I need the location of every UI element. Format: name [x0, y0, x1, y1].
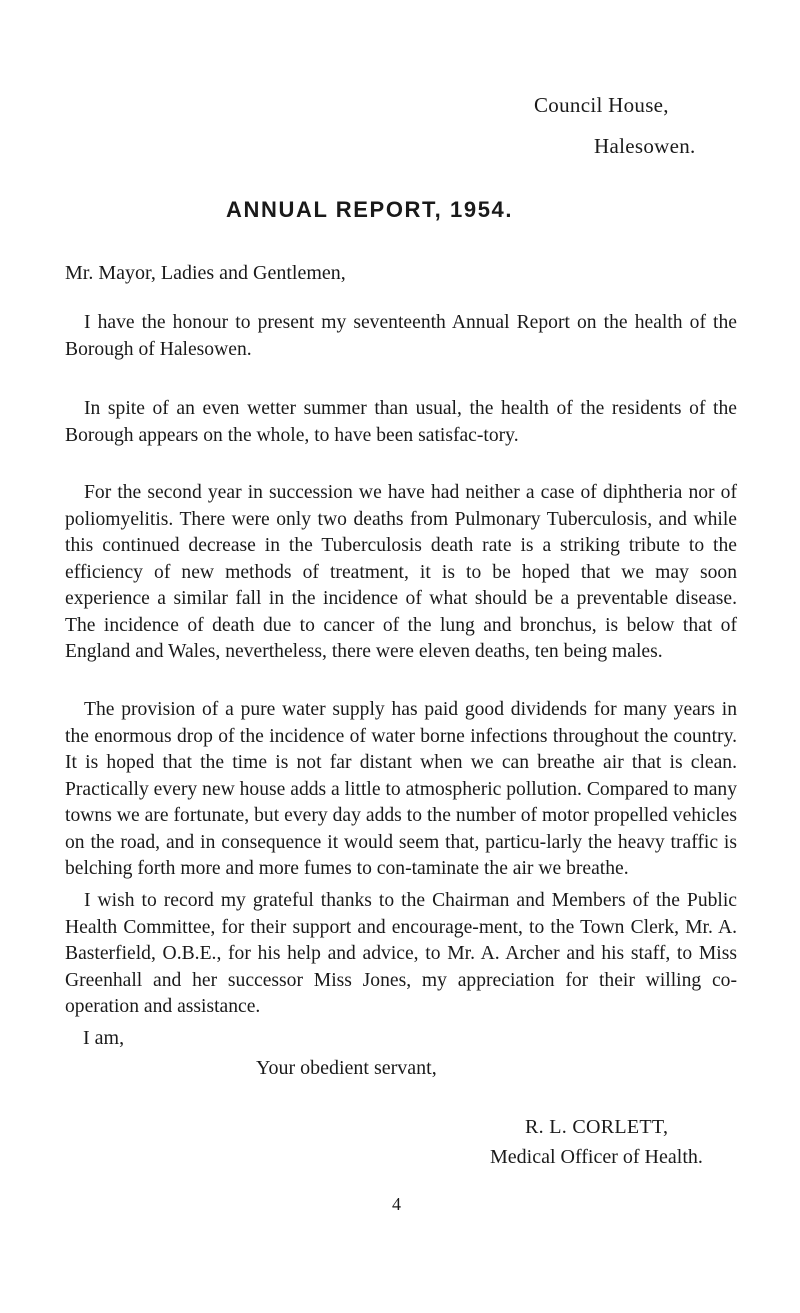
signatory-name: R. L. CORLETT,	[525, 1116, 669, 1138]
paragraph-4: The provision of a pure water supply has paid good dividends for many years in the enormous drop of the incidence of water borne infections throughout the country. It is hoped that the time is not far distant when we can breathe air that is clean. Practically every new house adds a little to atmospheric pollution. Compared to many towns we are fortunate, but every day adds to the number of motor propelled vehicles on the road, and in consequence it would seem that, particu-larly the heavy traffic is belching forth more and more fumes to con-taminate the air we breathe.	[65, 699, 738, 879]
closing-i-am: I am,	[83, 1027, 125, 1049]
address-line-1: Council House,	[534, 93, 669, 117]
closing-servant: Your obedient servant,	[256, 1057, 437, 1079]
paragraph-2: In spite of an even wetter summer than usual, the health of the residents of the Borough appears on the whole, to have been satisfac-tory.	[65, 398, 737, 446]
paragraph-3: For the second year in succession we have had neither a case of diphtheria nor of poliomyelitis. There were only two deaths from Pulmonary Tuberculosis, and while this continued decrease in the Tuberculosis death rate is a striking tribute to the efficiency of new methods of treatment, it is to be hoped that we may soon experience a similar fall in the incidence of what should be a preventable disease. The incidence of death due to cancer of the lung and bronchus, is below that of England and Wales, nevertheless, there were eleven deaths, ten being males.	[65, 482, 737, 662]
address-line-2: Halesowen.	[594, 134, 696, 158]
page-number: 4	[392, 1194, 401, 1214]
paragraph-1: I have the honour to present my seventeenth Annual Report on the health of the Borough of Halesowen.	[65, 312, 737, 360]
paragraph-5: I wish to record my grateful thanks to the Chairman and Members of the Public Health Committee, for their support and encourage-ment, to the Town Clerk, Mr. A. Basterfield, O.B.E., for his help and advice, to Mr. A. Archer and his staff, to Miss Greenhall and her successor Miss Jones, my appreciation for their willing co-operation and assistance.	[65, 890, 737, 1017]
salutation: Mr. Mayor, Ladies and Gentlemen,	[65, 262, 346, 284]
report-title: ANNUAL REPORT, 1954.	[226, 197, 514, 222]
signatory-role: Medical Officer of Health.	[490, 1146, 703, 1168]
